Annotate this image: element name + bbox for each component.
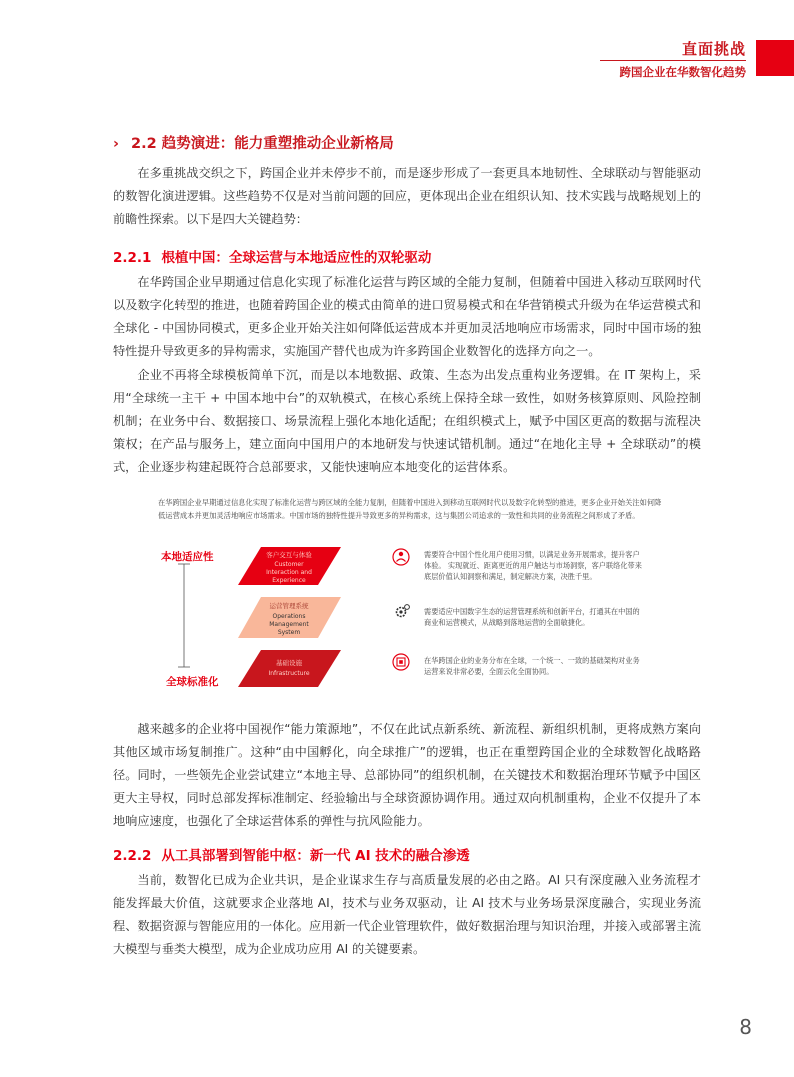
- paragraph-2: 企业不再将全球模板简单下沉，而是以本地数据、政策、生态为出发点重构业务逻辑。在 IT 架构上，采用“全球统一主干 + 中国本地中台”的双轨模式，在核心系统上保持全球一致性，如财务核算原则、风险控制机制；在业务中台、数据接口、场景流程上强化本地化适配；在组织模式上，赋予中国区更高的数据与流程决策权；在产品与服务上，建立面向中国用户的本地研发与快速试错机制。通过“在地化主导 + 全球联动”的模式，企业逐步构建起既符合总部要求，又能快速响应本地变化的运营体系。: [113, 368, 701, 474]
- intro-paragraph: 在多重挑战交织之下，跨国企业并未停步不前，而是逐步形成了一套更具本地韧性、全球联动与智能驱动的数智化演进逻辑。这些趋势不仅是对当前问题的回应，更体现出企业在组织认知、技术实践与战略规划上的前瞻性探索。以下是四大关键趋势：: [113, 166, 701, 226]
- layer-customer-en3: Experience: [272, 577, 306, 584]
- subsection-title-text: 从工具部署到智能中枢：新一代 AI 技术的融合渗透: [161, 848, 470, 864]
- layer-infrastructure: [238, 650, 341, 687]
- label-global-standardization: 全球标准化: [166, 676, 219, 688]
- layer-operations-en1: Operations: [272, 613, 306, 620]
- subsection-number: 2.2.1: [113, 250, 152, 266]
- subsection-number: 2.2.2: [113, 848, 152, 864]
- paragraph-3: 越来越多的企业将中国视作“能力策源地”，不仅在此试点新系统、新流程、新组织机制，更将成熟方案向其他区域市场复制推广。这种“由中国孵化，向全球推广”的逻辑，也正在重塑跨国企业的全球数智化战略路径。同时，一些领先企业尝试建立“本地主导、总部协同”的组织机制，在关键技术和数据治理环节赋予中国区更大主导权，同时总部发挥标准制定、经验输出与全球资源协调作用。通过双向机制重构，企业不仅提升了本地响应速度，也强化了全球运营体系的弹性与抗风险能力。: [113, 722, 701, 828]
- layer-infrastructure-zh: 基础设施: [276, 659, 302, 667]
- layer-operations-en3: System: [277, 629, 301, 636]
- page-number: 8: [739, 1015, 752, 1039]
- subsection-title-2-2-2: [113, 844, 470, 864]
- header-accent-block: [756, 40, 794, 76]
- layer-customer-en1: Customer: [274, 561, 304, 568]
- layer-operations-zh: 运营管理系统: [269, 602, 309, 610]
- section-title: [113, 132, 394, 153]
- users-icon: [393, 549, 409, 565]
- chevron-right-icon: ›: [113, 136, 119, 152]
- layer-customer-en2: Interaction and: [266, 569, 312, 576]
- layer-operations-en2: Management: [269, 621, 309, 628]
- gear-icon: [397, 605, 410, 617]
- layer-figure: [158, 497, 678, 697]
- desc-operations: 需要适应中国数字生态的运营管理系统和创新平台，打通其在中国的商业和运营模式，从战略到落地运营的全面敏捷化。: [424, 607, 640, 627]
- desc-customer: 需要符合中国个性化用户使用习惯，以满足业务开展需求，提升客户体验。 实现就近、距离更近的用户触达与市场洞察，客户联络化带来底层价值认知洞察和满足，制定解决方案，决胜千里。: [424, 550, 642, 581]
- server-icon: [393, 654, 409, 670]
- header-title: 直面挑战: [681, 40, 746, 58]
- layer-infrastructure-en1: Infrastructure: [268, 670, 310, 677]
- subsection-title-text: 根植中国：全球运营与本地适应性的双轮驱动: [161, 250, 432, 266]
- desc-infrastructure: 在华跨国企业的业务分布在全球，一个统一、一致的基础架构对业务运营来说非常必要，全面云化全面协同。: [424, 656, 640, 676]
- label-local-adaptability: 本地适应性: [161, 551, 214, 563]
- header-subtitle: 跨国企业在华数智化趋势: [619, 65, 746, 79]
- subsection-title-2-2-1: [113, 246, 431, 266]
- layer-customer-zh: 客户交互与体验: [266, 551, 312, 559]
- header-divider: [600, 60, 746, 61]
- figure-intro: 在华跨国企业早期通过信息化实现了标准化运营与跨区域的全能力复制，但随着中国进入到移动互联网时代以及数字化转型的推进，更多企业开始关注如何降低运营成本并更加灵活地响应市场需求。中国市场的独特性提升导致更多的异构需求，这与集团公司追求的一致性和共同的业务流程之间形成了矛盾。: [158, 498, 662, 520]
- paragraph-4: 当前，数智化已成为企业共识，是企业谋求生存与高质量发展的必由之路。AI 只有深度融入业务流程才能发挥最大价值，这就要求企业落地 AI，技术与业务双驱动，让 AI 技术与业务场景深度融合，实现业务流程、数据资源与智能应用的一体化。应用新一代企业管理软件，做好数据治理与知识治理，并接入或部署主流大模型与垂类大模型，成为企业成功应用 AI 的关键要素。: [113, 873, 701, 956]
- paragraph-1: 在华跨国企业早期通过信息化实现了标准化运营与跨区域的全能力复制，但随着中国进入移动互联网时代以及数字化转型的推进，也随着跨国企业的模式由简单的进口贸易模式和在华营销模式升级为在华运营模式和全球化 - 中国协同模式，更多企业开始关注如何降低运营成本并更加灵活地响应市场需求，同时中国市场的独特性提升导致更多的异构需求，实施国产替代也成为许多跨国企业数智化的选择方向之一。: [113, 275, 701, 358]
- section-title-text: 2.2 趋势演进：能力重塑推动企业新格局: [130, 136, 394, 152]
